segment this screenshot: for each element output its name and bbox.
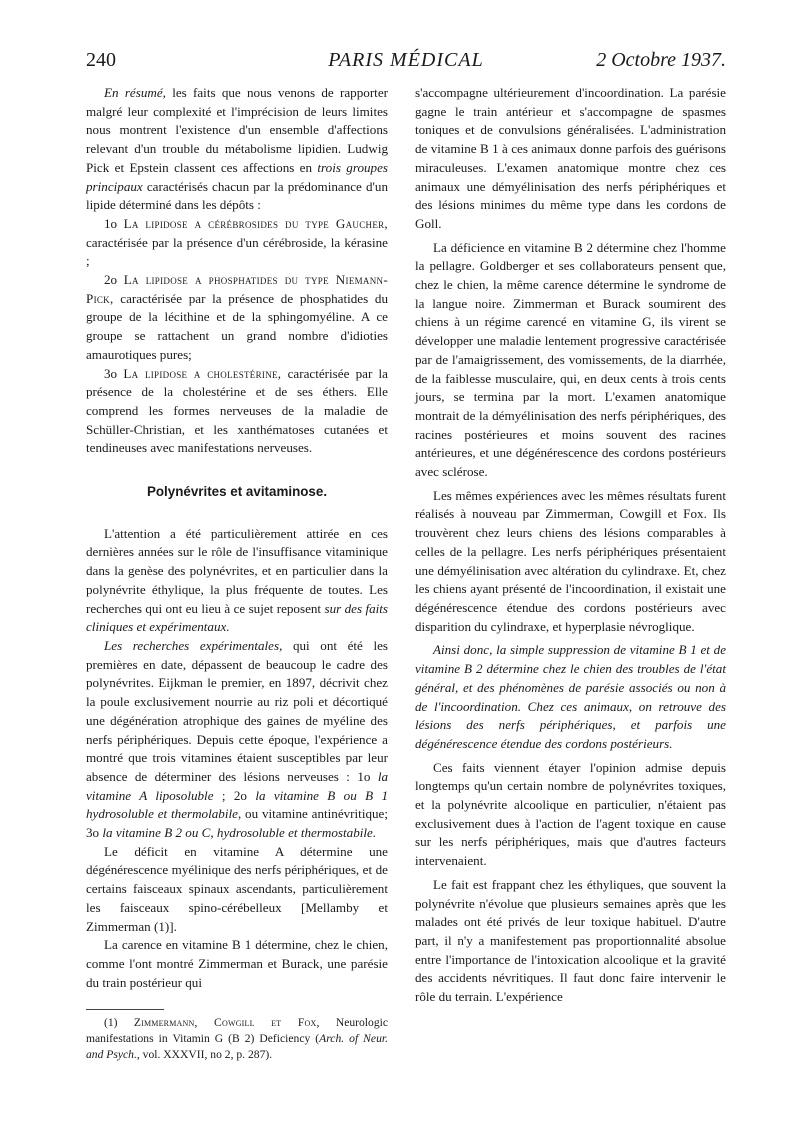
lipidosis-group-3: 3o La lipidose a cholestérine, caractérisée par la présence de la cholestérine et de ses éthers. Elle comprend les formes nerveuses de la maladie de Schüller-Christian, et les xanthématoses cutanées et tendineuses avec manifestations nerveuses. [86, 365, 388, 456]
experimental-research-paragraph: Les recherches expérimentales, qui ont été les premières en date, dépassent de beaucoup le cadre des polynévrites. Eijkman le premier, en 1897, décrivit chez la poule exclusivement nourrie au riz poli et décortiqué une dégénération atrophique des gaines de myéline des nerfs périphériques. Depuis cette époque, l'expérience a montré que trois vitamines étaient susceptibles par leur absence de déterminer des lésions nerveuses : 1o la vitamine A liposoluble ; 2o la vitamine B ou B 1 hydrosoluble et thermolabile, ou vitamine antinévritique; 3o la vitamine B 2 ou C, hydrosoluble et thermostabile. [86, 637, 388, 841]
vitamin-a-paragraph: Le déficit en vitamine A détermine une dégénérescence myélinique des nerfs périphériques, et de certains faisceaux spinaux ascendants, particulièrement les faisceaux spino-cérébelleux [Mellamby et Zimmerman (1)]. [86, 843, 388, 934]
continuation-paragraph: s'accompagne ultérieurement d'incoordination. La parésie gagne le train antérieur et s'accompagne de spasmes toniques et de convulsions généralisées. L'administration de vitamine B 1 à ces animaux donne parfois des guérisons miraculeuses. L'examen anatomique montre chez ces animaux une démyélinisation des nerfs périphériques et des lésions minimes du même type dans les cordons de Goll. [415, 85, 726, 231]
repeat-experiments-paragraph: Les mêmes expériences avec les mêmes résultats furent réalisés à nouveau par Zimmerman, Cowgill et Fox. Ils trouvèrent chez leurs chiens des lésions comparables à celles de la pellagre. Les nerfs périphériques présentaient une démyélinisation avec altération du cylindraxe. Et, chez les chiens ayant présenté de l'incoordination, il existait une dégénérescence étendue des cordons postérieurs avec disparition du cylindraxe, et hyperplasie névroglique. [415, 487, 726, 634]
attention-paragraph: L'attention a été particulièrement attirée en ces dernières années sur le rôle de l'insuffisance vitaminique dans la genèse des polynévrites, et en particulier dans la polynévrite éthylique, la plus fréquente de toutes. Les recherches qui ont eu lieu à ce sujet reposent sur des faits cliniques et expérimentaux. [86, 525, 388, 635]
footnote: (1) Zimmermann, Cowgill et Fox, Neurologic manifestations in Vitamin G (B 2) Deficiency (Arch. of Neur. and Psych., vol. XXXVII, no 2, p. 287). [86, 1016, 388, 1062]
journal-title: PARIS MÉDICAL [328, 49, 484, 71]
vitamin-b1-paragraph: La carence en vitamine B 1 détermine, chez le chien, comme l'ont montré Zimmerman et Burack, une parésie du train postérieur qui [86, 937, 388, 990]
left-column [86, 84, 388, 1063]
conclusion-italic-paragraph: Ainsi donc, la simple suppression de vitamine B 1 et de vitamine B 2 détermine chez le chien des troubles de l'état général, et des phénomènes de parésie associés ou non à de l'incoordination. Chez ces animaux, on retrouve des lésions des nerfs périphériques, et parfois une dégénérescence étendue des cordons postérieurs. [415, 642, 726, 751]
section-heading: Polynévrites et avitaminose. [146, 484, 328, 500]
page-number: 240 [86, 49, 116, 71]
issue-date: 2 Octobre 1937. [596, 49, 726, 71]
running-head [86, 44, 726, 76]
alcoholics-paragraph: Le fait est frappant chez les éthyliques, que souvent la polynévrite n'évolue que plusieurs semaines après que les malades ont été privés de leur toxique habituel. D'autre part, il n'y a manifestement pas proportionnalité absolue entre l'importance de l'intoxication alcoolique et la gravité des accidents névritiques. Il faut donc faire intervenir le rôle du terrain. L'expérience [415, 876, 726, 1005]
vitamin-b2-paragraph: La déficience en vitamine B 2 détermine chez l'homme la pellagre. Goldberger et ses collaborateurs pensent que, chez le chien, la même carence détermine le syndrome de la langue noire. Zimmerman et Burack soumirent des chiens à un régime carencé en vitamine G, ils virent se développer une maladie lentement progressive caractérisée par de l'amaigrissement, des vomissements, de la diarrhée, de la faiblesse musculaire, qui, en deux cents à trois cents jours, se termina par la mort. L'examen anatomique montrait de la démyélinisation des nerfs périphériques, des racines postérieures et moins souvent des racines antérieures, et une dégénérescence des cordons postérieurs avec sclérose. [415, 239, 726, 480]
toxic-polyneuritis-paragraph: Ces faits viennent étayer l'opinion admise depuis longtemps qu'un certain nombre de polynévrites toxiques, et la polynévrite alcoolique en particulier, n'étaient pas exclusivement dues à l'action de l'agent toxique en cause sur les nerfs périphériques, mais que d'autres facteurs intervenaient. [415, 759, 726, 869]
lipidosis-group-2: 2o La lipidose a phosphatides du type Niemann-Pick, caractérisée par la présence de phosphatides du groupe de la lécithine et de la sphingomyéline. A ce groupe se rattachent un grand nombre d'idioties amaurotiques pures; [86, 272, 388, 362]
summary-paragraph: En résumé, les faits que nous venons de rapporter malgré leur complexité et l'imprécision de leurs limites nous montrent l'existence d'un ensemble d'affections relevant d'un trouble du métabolisme lipidien. Ludwig Pick et Epstein classent ces affections en trois groupes principaux caractérisés chacun par la prédominance d'un lipide déterminé dans les dépôts : [86, 85, 388, 213]
lipidosis-group-1: 1o La lipidose a cérébrosides du type Gaucher, caractérisée par la présence d'un cérébroside, la kérasine ; [86, 215, 388, 269]
footnote-divider [86, 1009, 164, 1010]
right-column [415, 84, 726, 1007]
